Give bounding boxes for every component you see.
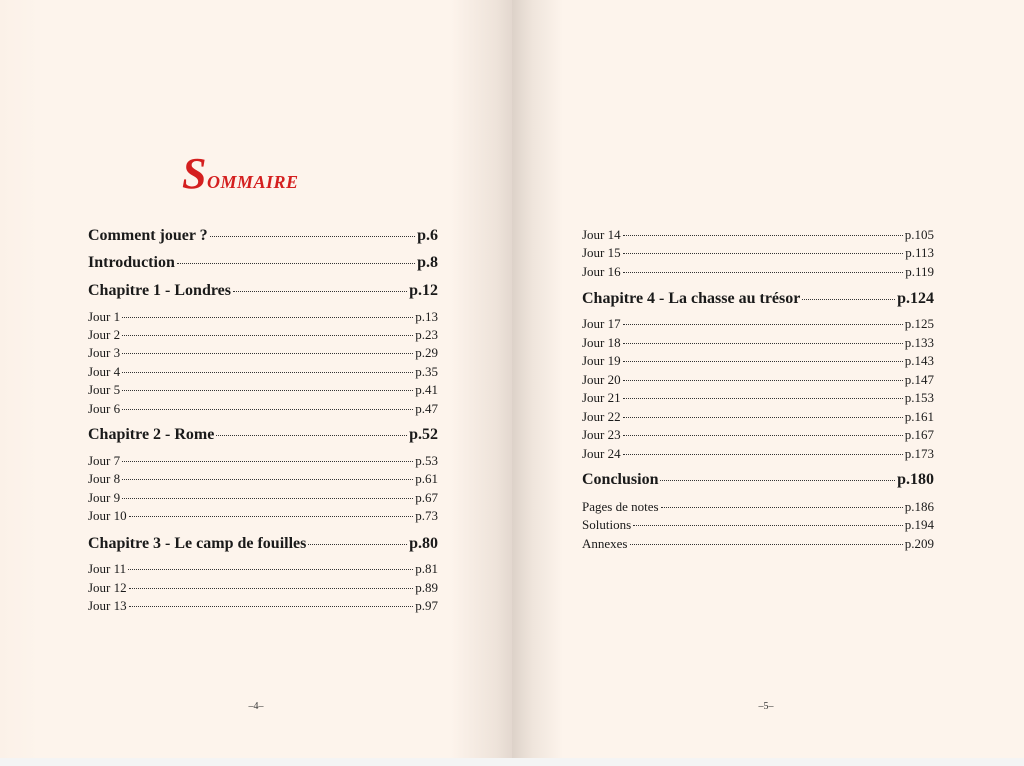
toc-entry [582, 353, 934, 369]
toc-entry [88, 382, 438, 398]
toc-leader-dots [233, 291, 407, 292]
toc-leader-dots [623, 417, 903, 418]
toc-leader-dots [623, 361, 903, 362]
toc-entry [582, 245, 934, 261]
toc-entry-page: p.23 [415, 327, 438, 342]
toc-entry-label: Jour 11 [88, 561, 127, 576]
toc-entry-page: p.80 [409, 535, 438, 552]
toc-entry-page: p.53 [415, 453, 438, 468]
right-page [512, 0, 1024, 758]
toc-entry [582, 499, 934, 515]
toc-leader-dots [633, 525, 903, 526]
toc-entry [582, 335, 934, 351]
toc-leader-dots [623, 235, 903, 236]
toc-entry-label: Comment jouer ? [88, 227, 208, 244]
title-initial: S [182, 149, 207, 198]
toc-entry-label: Jour 4 [88, 364, 121, 379]
toc-entry-page: p.47 [415, 401, 438, 416]
toc-entry-label: Introduction [88, 254, 175, 271]
toc-leader-dots [216, 435, 407, 436]
toc-leader-dots [122, 335, 413, 336]
toc-entry-page: p.73 [415, 508, 438, 523]
toc-entry [582, 409, 934, 425]
toc-entry [88, 471, 438, 487]
toc-leader-dots [623, 380, 903, 381]
toc-entry [582, 446, 934, 462]
toc-entry [582, 264, 934, 280]
toc-entry-page: p.29 [415, 345, 438, 360]
toc-entry [88, 327, 438, 343]
toc-entry-label: Jour 24 [582, 446, 621, 461]
toc-entry [582, 316, 934, 332]
toc-entry-label: Jour 16 [582, 264, 621, 279]
toc-entry-label: Jour 5 [88, 382, 121, 397]
toc-entry-label: Pages de notes [582, 499, 659, 514]
page-title [182, 148, 299, 199]
toc-entry-label: Jour 20 [582, 372, 621, 387]
toc-leader-dots [122, 353, 413, 354]
toc-leader-dots [660, 480, 895, 481]
toc-entry-label: Jour 6 [88, 401, 121, 416]
toc-entry-page: p.143 [904, 353, 934, 368]
toc-entry-page: p.133 [904, 335, 934, 350]
toc-entry-page: p.13 [415, 309, 438, 324]
toc-entry [88, 345, 438, 361]
toc-entry-label: Jour 7 [88, 453, 121, 468]
toc-entry-label: Solutions [582, 517, 632, 532]
toc-leader-dots [623, 435, 903, 436]
toc-entry-page: p.81 [415, 561, 438, 576]
toc-entry [582, 536, 934, 552]
toc-entry-label: Jour 1 [88, 309, 121, 324]
toc-leader-dots [122, 390, 413, 391]
left-page [0, 0, 512, 758]
toc-leader-dots [630, 544, 903, 545]
toc-leader-dots [122, 317, 413, 318]
page-number-right: –5– [758, 701, 774, 712]
toc-entry-page: p.167 [904, 427, 934, 442]
toc-leader-dots [623, 398, 903, 399]
toc-leader-dots [122, 372, 413, 373]
toc-entry-label: Jour 14 [582, 227, 621, 242]
toc-leader-dots [128, 569, 413, 570]
toc-section-entry [88, 227, 438, 245]
toc-entry-page: p.6 [417, 227, 438, 244]
toc-entry-label: Jour 13 [88, 598, 127, 613]
toc-entry-label: Jour 12 [88, 580, 127, 595]
toc-entry-page: p.61 [415, 471, 438, 486]
toc-entry-page: p.8 [417, 254, 438, 271]
toc-entry [88, 309, 438, 325]
toc-section-entry [88, 254, 438, 272]
toc-entry-page: p.147 [904, 372, 934, 387]
toc-entry-label: Chapitre 2 - Rome [88, 426, 215, 443]
toc-entry-page: p.124 [897, 290, 934, 307]
toc-leader-dots [623, 253, 904, 254]
toc-entry [88, 364, 438, 380]
toc-leader-dots [177, 263, 415, 264]
toc-leader-dots [122, 409, 413, 410]
toc-section-entry [88, 426, 438, 444]
toc-entry-label: Jour 18 [582, 335, 621, 350]
toc-entry-page: p.35 [415, 364, 438, 379]
toc-section-entry [88, 535, 438, 553]
toc-entry-label: Jour 2 [88, 327, 121, 342]
toc-entry-page: p.173 [904, 446, 934, 461]
toc-entry-label: Jour 8 [88, 471, 121, 486]
toc-entry-label: Jour 23 [582, 427, 621, 442]
toc-entry [582, 227, 934, 243]
toc-entry-page: p.67 [415, 490, 438, 505]
toc-entry-page: p.89 [415, 580, 438, 595]
toc-entry-page: p.161 [904, 409, 934, 424]
toc-entry-label: Jour 3 [88, 345, 121, 360]
toc-leader-dots [129, 606, 414, 607]
toc-entry-page: p.209 [904, 536, 934, 551]
toc-entry-page: p.113 [905, 245, 934, 260]
toc-leader-dots [661, 507, 903, 508]
toc-entry-label: Conclusion [582, 471, 659, 488]
toc-entry [88, 580, 438, 596]
toc-leader-dots [623, 454, 903, 455]
toc-leader-dots [623, 324, 903, 325]
toc-entry [582, 517, 934, 533]
toc-entry-page: p.153 [904, 390, 934, 405]
toc-leader-dots [129, 588, 414, 589]
toc-entry-label: Jour 17 [582, 316, 621, 331]
toc-leader-dots [122, 461, 413, 462]
toc-leader-dots [122, 498, 413, 499]
toc-entry-page: p.105 [904, 227, 934, 242]
toc-entry [88, 598, 438, 614]
toc-leader-dots [623, 343, 903, 344]
toc-entry-page: p.194 [904, 517, 934, 532]
toc-entry-label: Chapitre 3 - Le camp de fouilles [88, 535, 307, 552]
toc-entry-page: p.52 [409, 426, 438, 443]
toc-entry [582, 390, 934, 406]
bottom-edge [0, 758, 1024, 766]
toc-leader-dots [129, 516, 414, 517]
toc-entry-page: p.180 [897, 471, 934, 488]
toc-section-entry [582, 471, 934, 489]
toc-section-entry [88, 282, 438, 300]
page-number-left: –4– [248, 701, 264, 712]
title-rest: ommaire [206, 165, 299, 194]
toc-entry-label: Jour 10 [88, 508, 127, 523]
toc-leader-dots [802, 299, 895, 300]
toc-entry-label: Jour 22 [582, 409, 621, 424]
toc-entry [88, 508, 438, 524]
toc-entry-label: Jour 9 [88, 490, 121, 505]
toc-leader-dots [308, 544, 407, 545]
toc-entry-label: Jour 19 [582, 353, 621, 368]
toc-entry-page: p.119 [905, 264, 934, 279]
toc-entry-page: p.97 [415, 598, 438, 613]
toc-entry-page: p.12 [409, 282, 438, 299]
toc-entry-label: Annexes [582, 536, 628, 551]
toc-leader-dots [623, 272, 904, 273]
toc-entry-label: Jour 15 [582, 245, 621, 260]
toc-entry-label: Chapitre 1 - Londres [88, 282, 231, 299]
toc-entry-label: Chapitre 4 - La chasse au trésor [582, 290, 801, 307]
toc-leader-dots [210, 236, 415, 237]
toc-entry-page: p.186 [904, 499, 934, 514]
toc-entry [582, 372, 934, 388]
toc-entry [582, 427, 934, 443]
toc-entry-label: Jour 21 [582, 390, 621, 405]
toc-entry [88, 561, 438, 577]
toc-entry-page: p.41 [415, 382, 438, 397]
toc-leader-dots [122, 479, 413, 480]
toc-entry-page: p.125 [904, 316, 934, 331]
toc-entry [88, 453, 438, 469]
toc-entry [88, 490, 438, 506]
toc-entry [88, 401, 438, 417]
toc-section-entry [582, 290, 934, 308]
